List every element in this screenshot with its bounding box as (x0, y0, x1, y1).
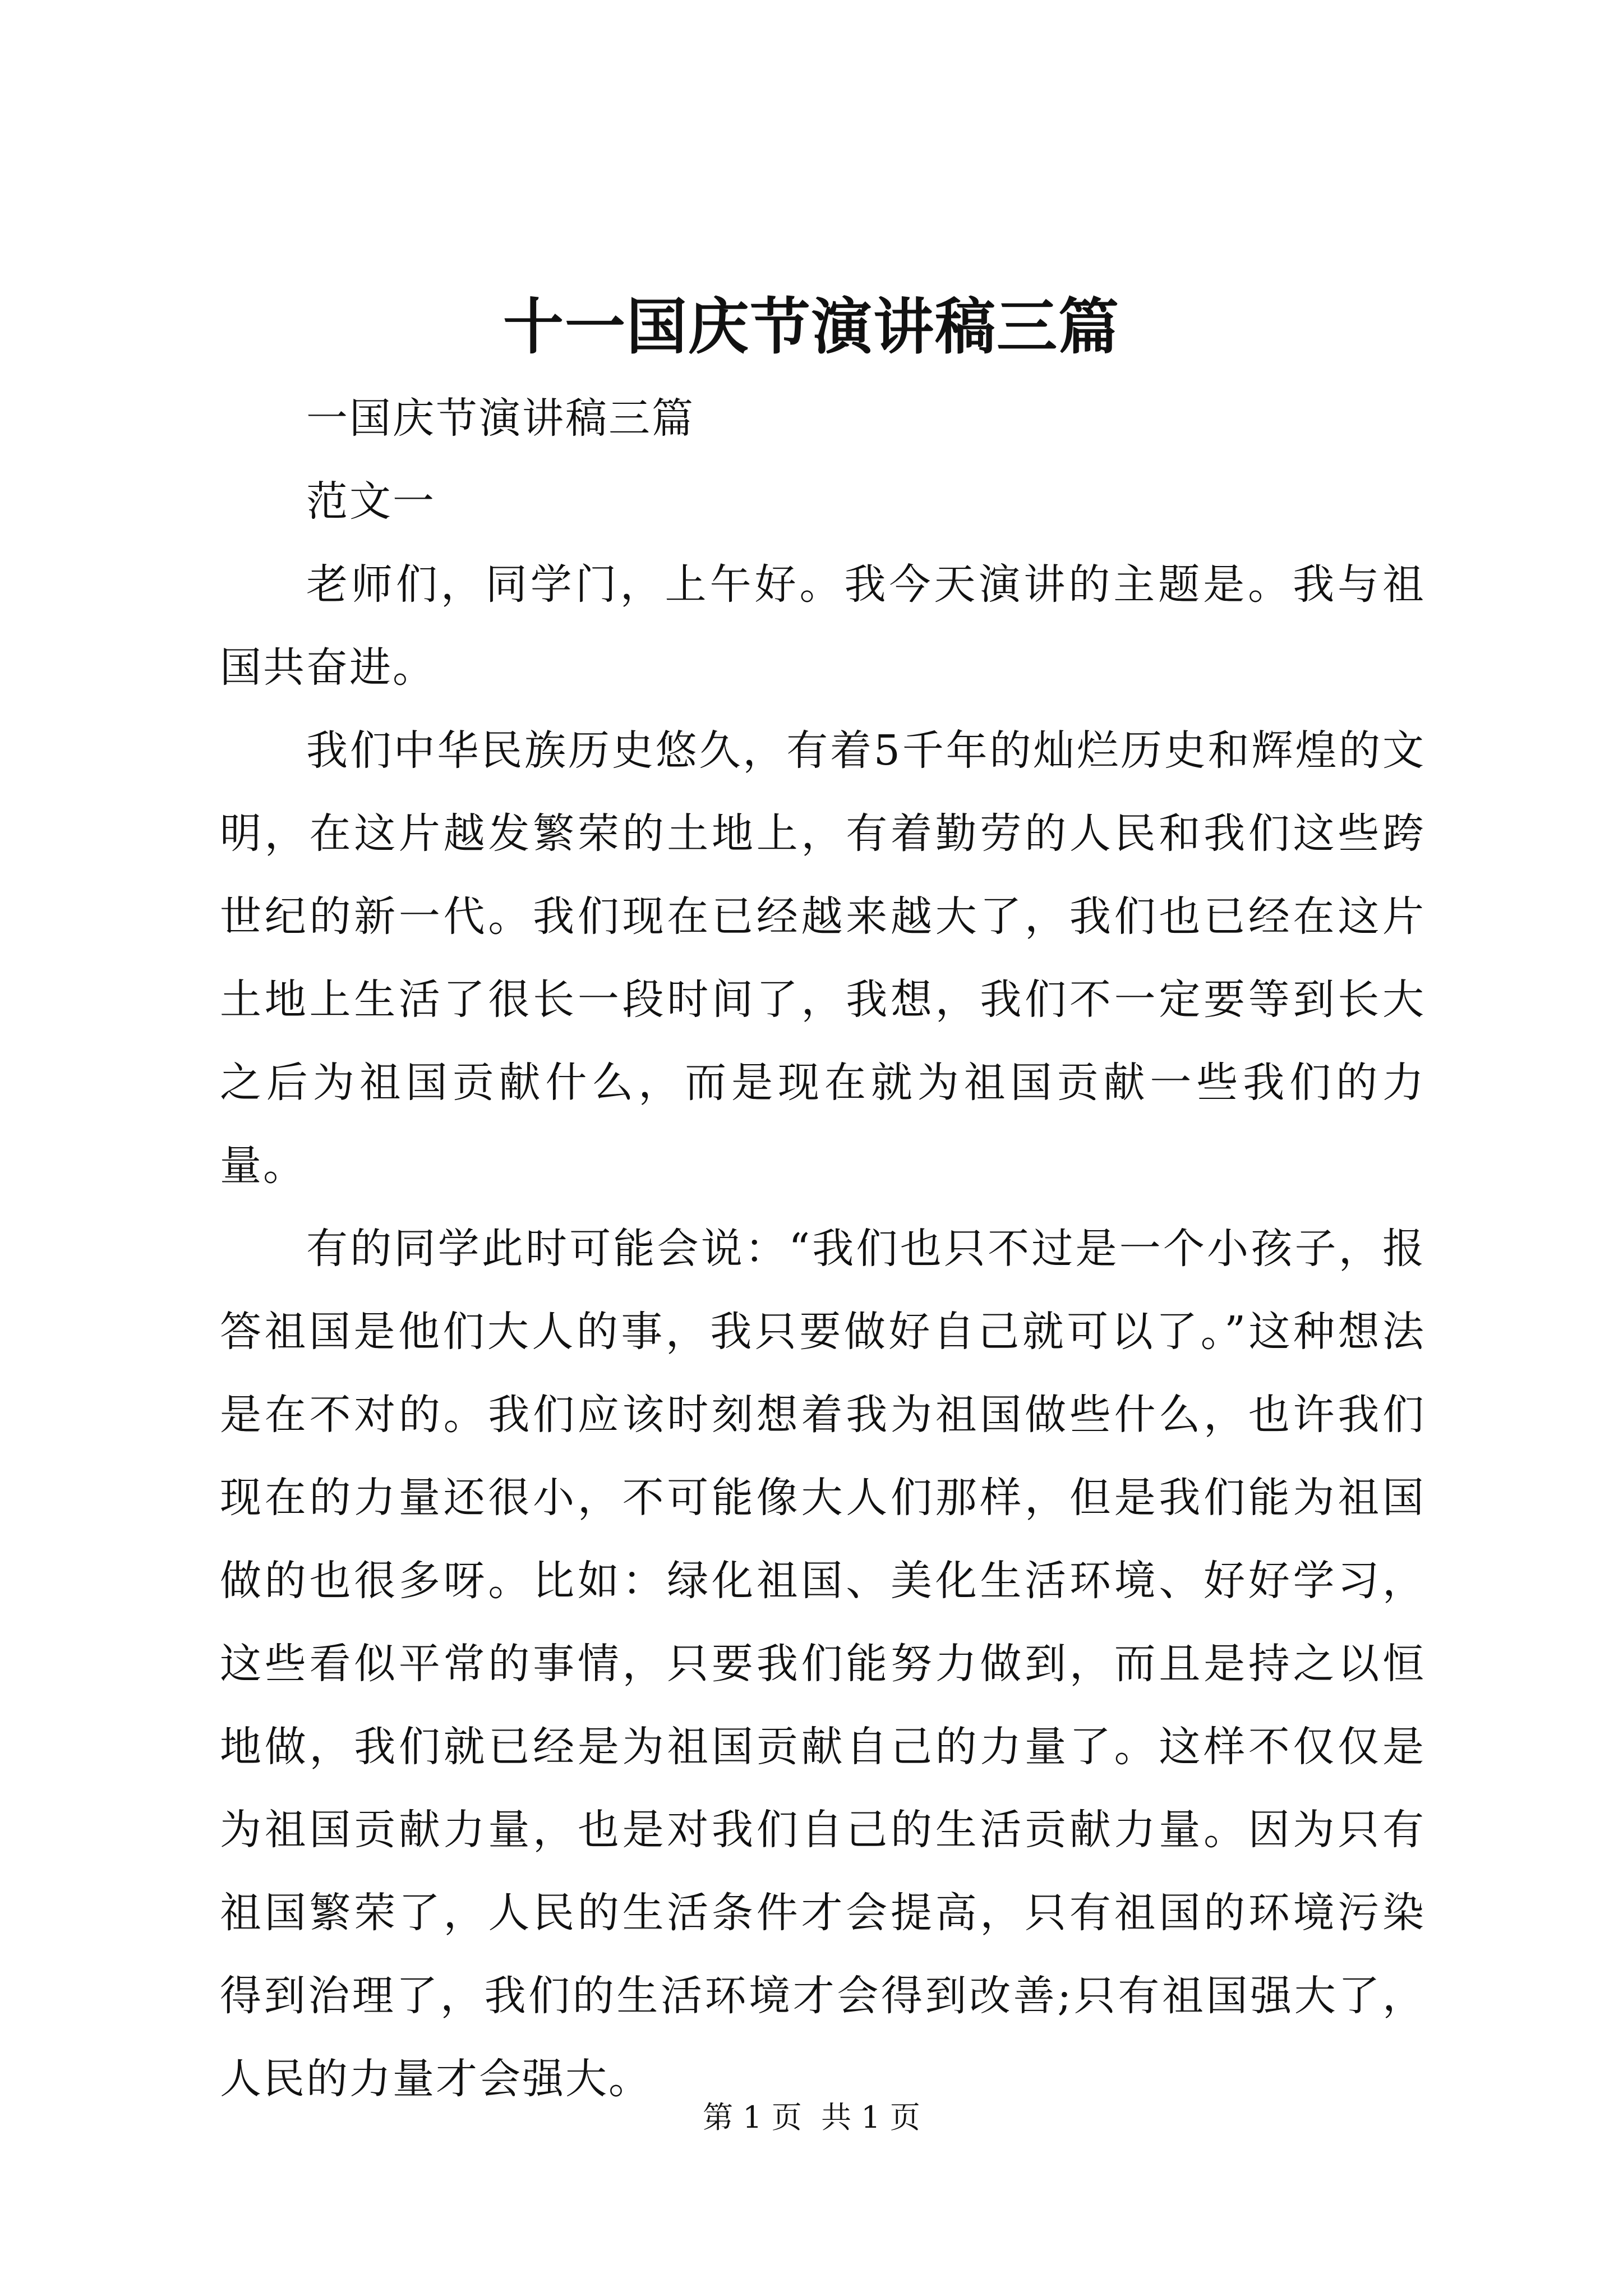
paragraph-greeting: 老师们，同学门，上午好。我今天演讲的主题是。我与祖国共奋进。 (220, 560, 1426, 692)
document-body (220, 377, 1426, 2120)
document-title: 十一国庆节演讲稿三篇 (502, 292, 1120, 362)
page-number-label: 第 1 页 共 1 页 (703, 2100, 920, 2135)
paragraph-subtitle: 一国庆节演讲稿三篇 (306, 394, 695, 443)
page-footer (0, 2095, 1623, 2140)
paragraph-contribution: 有的同学此时可能会说：“我们也只不过是一个小孩子，报答祖国是他们大人的事，我只要做好自己就可以了。”这种想法是在不对的。我们应该时刻想着我为祖国做些什么，也许我们现在的力量还很小，不可能像大人们那样，但是我们能为祖国做的也很多呀。比如：绿化祖国、美化生活环境、好好学习，这些看似平常的事情，只要我们能努力做到，而且是持之以恒地做，我们就已经是为祖国贡献自己的力量了。这样不仅仅是为祖国贡献力量，也是对我们自己的生活贡献力量。因为只有祖国繁荣了，人民的生活条件才会提高，只有祖国的环境污染得到治理了，我们的生活环境才会得到改善;只有祖国强大了，人民的力量才会强大。 (220, 1225, 1426, 2103)
paragraph-section-label: 范文一 (306, 477, 436, 526)
paragraph-history: 我们中华民族历史悠久，有着5千年的灿烂历史和辉煌的文明，在这片越发繁荣的土地上，有着勤劳的人民和我们这些跨世纪的新一代。我们现在已经越来越大了，我们也已经在这片土地上生活了很长一段时间了，我想，我们不一定要等到长大之后为祖国贡献什么，而是现在就为祖国贡献一些我们的力量。 (220, 726, 1426, 1190)
